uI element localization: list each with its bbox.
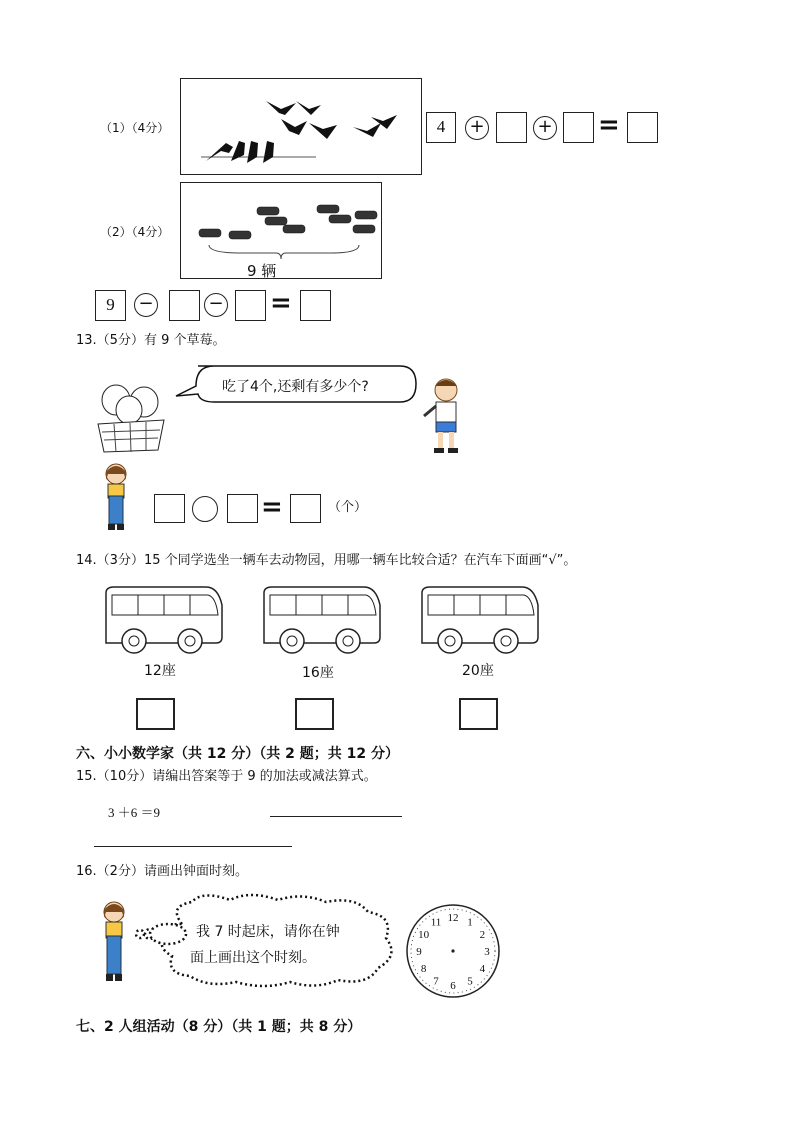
- clock-number: 12: [447, 912, 459, 924]
- answer-box-given-4: 4: [426, 112, 456, 143]
- clock-number: 1: [467, 916, 473, 929]
- clock-number: 9: [416, 946, 422, 958]
- section-6-heading: 六、小小数学家（共 12 分）（共 2 题；共 12 分）: [76, 746, 399, 762]
- clock-number: 3: [484, 946, 490, 958]
- clock-face[interactable]: [404, 902, 502, 1000]
- minus-circle-1: −: [134, 293, 158, 317]
- thought-line-2: 面上画出这个时刻。: [190, 950, 316, 966]
- cars-picture: [180, 182, 382, 279]
- answer-box-given-9: 9: [95, 290, 126, 321]
- bus-16-seats: [260, 585, 382, 657]
- clock-number: 2: [479, 929, 486, 941]
- birds-illustration: [181, 79, 423, 176]
- thought-line-1: 我 7 时起床，请你在钟: [196, 924, 340, 940]
- brace-label: 9 辆: [247, 262, 277, 280]
- answer-box-6[interactable]: [227, 494, 258, 523]
- answer-box-4[interactable]: [235, 290, 266, 321]
- girl-illustration-2: [100, 898, 130, 988]
- check-box-bus-16[interactable]: [295, 698, 334, 730]
- boy-illustration: [422, 376, 470, 458]
- q15-example: 3 ＋6 ＝9: [108, 805, 161, 820]
- answer-box-result[interactable]: [627, 112, 658, 143]
- answer-box-1[interactable]: [496, 112, 527, 143]
- clock-number: 8: [420, 963, 427, 975]
- speech-text: 吃了4个,还剩有多少个?: [222, 379, 369, 395]
- answer-box-result-3[interactable]: [290, 494, 321, 523]
- cars-illustration: [181, 183, 383, 280]
- q2-label: （2）（4分）: [100, 225, 170, 239]
- clock-number: 10: [418, 929, 430, 941]
- q16-title: 16.（2分）请画出钟面时刻。: [76, 864, 248, 879]
- unit-label: （个）: [328, 500, 368, 515]
- answer-line-1[interactable]: [270, 816, 402, 817]
- check-box-bus-20[interactable]: [459, 698, 498, 730]
- equals-sign: =: [261, 492, 283, 522]
- answer-line-2[interactable]: [94, 846, 292, 847]
- plus-circle-2: +: [533, 116, 557, 140]
- birds-picture: [180, 78, 422, 175]
- equals-sign: =: [598, 110, 620, 140]
- bus-label-12: 12座: [144, 663, 176, 679]
- clock-number: 11: [430, 916, 442, 929]
- equals-sign: =: [270, 288, 292, 318]
- minus-circle-2: −: [204, 293, 228, 317]
- q1-label: （1）（4分）: [100, 121, 170, 135]
- clock-number: 6: [450, 980, 456, 992]
- answer-box-result-2[interactable]: [300, 290, 331, 321]
- q13-title: 13.（5分）有 9 个草莓。: [76, 333, 226, 348]
- q14-title: 14.（3分）15 个同学选坐一辆车去动物园，用哪一辆车比较合适？在汽车下面画“√”。: [76, 553, 577, 568]
- section-7-heading: 七、2 人组活动（8 分）（共 1 题；共 8 分）: [76, 1019, 362, 1035]
- bus-12-seats: [102, 585, 224, 657]
- plus-circle-1: +: [465, 116, 489, 140]
- answer-box-3[interactable]: [169, 290, 200, 321]
- operator-circle[interactable]: [192, 496, 218, 522]
- clock-number: 5: [467, 975, 473, 988]
- girl-illustration: [102, 462, 132, 534]
- bus-label-20: 20座: [462, 663, 494, 679]
- answer-box-2[interactable]: [563, 112, 594, 143]
- answer-box-5[interactable]: [154, 494, 185, 523]
- bus-label-16: 16座: [302, 665, 334, 681]
- bus-20-seats: [418, 585, 540, 657]
- strawberry-basket-illustration: [94, 382, 168, 454]
- clock-number: 7: [433, 975, 439, 988]
- thought-bubble: [132, 894, 404, 990]
- clock-number: 4: [479, 963, 486, 975]
- check-box-bus-12[interactable]: [136, 698, 175, 730]
- q15-title: 15.（10分）请编出答案等于 9 的加法或减法算式。: [76, 769, 377, 784]
